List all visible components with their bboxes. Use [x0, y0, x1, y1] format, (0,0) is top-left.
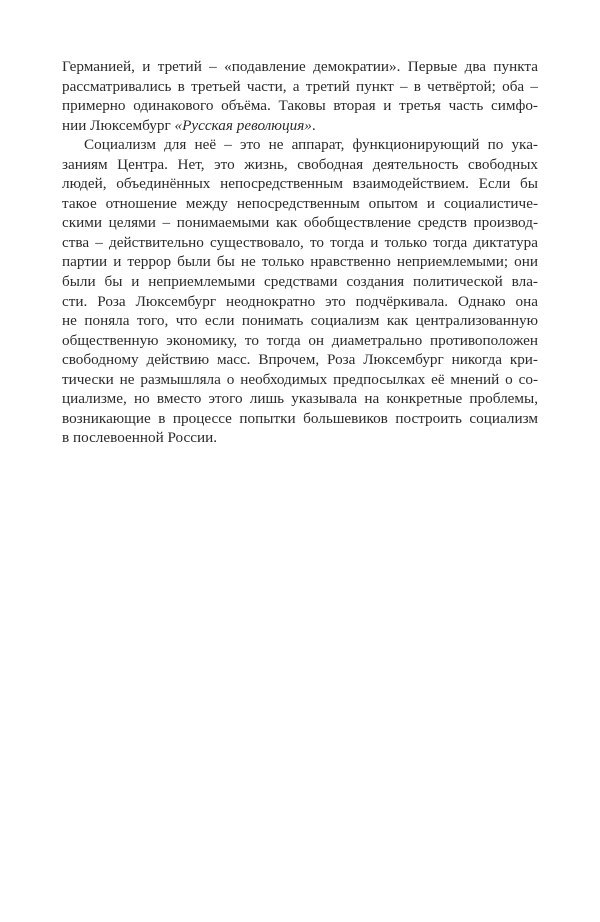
text-line: партии и террор были бы не только нравственно неприемлемыми; они	[62, 253, 538, 271]
text-line: возникающие в процессе попытки большевиков построить социализм	[62, 409, 538, 427]
text-line: свободному действию масс. Впрочем, Роза Люксембург никогда кри-	[62, 351, 538, 369]
text-line: такое отношение между непосредственным опытом и социалистиче-	[62, 194, 538, 212]
text-line: заниям Центра. Нет, это жизнь, свободная деятельность свободных	[62, 155, 538, 173]
text-line: примерно одинакового объёма. Таковы вторая и третья часть симфо-	[62, 97, 538, 115]
text-fragment: нии Люксембург	[62, 116, 175, 134]
text-fragment: .	[311, 116, 316, 134]
text-line: не поняла того, что если понимать социализм как централизованную	[62, 312, 538, 330]
text-line: были бы и неприемлемыми средствами создания политической вла-	[62, 273, 538, 291]
text-line	[62, 116, 538, 136]
text-line: Социализм для неё – это не аппарат, функционирующий по ука-	[84, 136, 538, 154]
text-line: Германией, и третий – «подавление демократии». Первые два пункта	[62, 58, 538, 75]
text-line: ства – действительно существовало, то тогда и только тогда диктатура	[62, 233, 538, 251]
text-line: циализме, но вместо этого лишь указывала на конкретные проблемы,	[62, 390, 538, 408]
text-line: скими целями – понимаемыми как обобществление средств производ-	[62, 214, 538, 232]
text-line: сти. Роза Люксембург неоднократно это подчёркивала. Однако она	[62, 292, 538, 310]
document-page	[62, 57, 538, 448]
text-line: рассматривались в третьей части, а третий пункт – в четвёртой; оба –	[62, 77, 538, 95]
text-line: в послевоенной России.	[62, 429, 218, 447]
paragraph-1	[62, 57, 538, 135]
paragraph-2	[62, 135, 538, 448]
text-line: общественную экономику, то тогда он диаметрально противоположен	[62, 331, 538, 349]
book-title-italic: «Русская революция»	[174, 116, 312, 134]
text-line: людей, объединённых непосредственным взаимодействием. Если бы	[62, 175, 538, 193]
text-line: тически не размышляла о необходимых предпосылках её мнений о со-	[62, 370, 538, 388]
